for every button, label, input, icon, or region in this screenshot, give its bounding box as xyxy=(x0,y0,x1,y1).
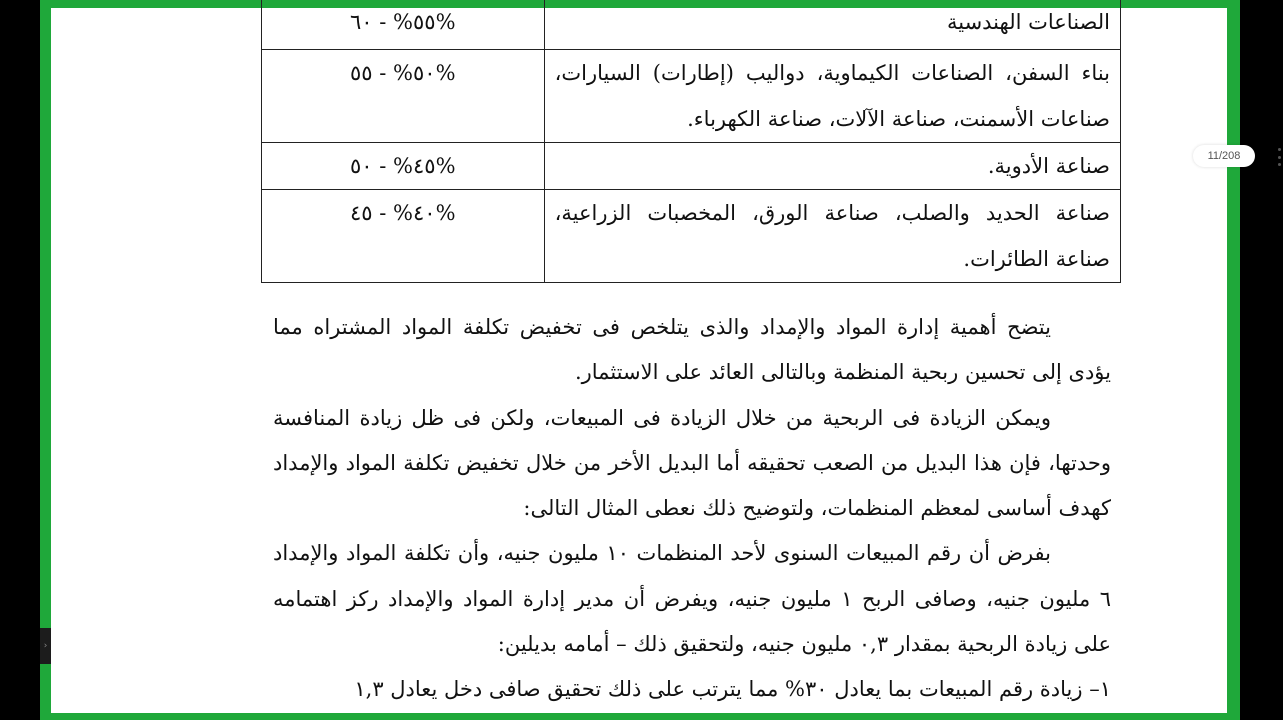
range-cell: ٥٠% - ٥٥% xyxy=(262,50,545,143)
industry-cell: الصناعات الهندسية xyxy=(544,0,1120,50)
document-page xyxy=(51,8,1241,713)
industry-cell: بناء السفن، الصناعات الكيماوية، دواليب (إطارات) السيارات، صناعات الأسمنت، صناعة الآلات، صناعة الكهرباء. xyxy=(544,50,1120,143)
industry-cell: صناعة الحديد والصلب، صناعة الورق، المخصبات الزراعية، صناعة الطائرات. xyxy=(544,190,1120,283)
industry-cell: صناعة الأدوية. xyxy=(544,143,1120,190)
range-cell: ٤٥% - ٥٠% xyxy=(262,143,545,190)
industry-rates-table xyxy=(261,0,1121,283)
more-options-icon[interactable] xyxy=(1275,148,1283,166)
table-row xyxy=(262,0,1121,50)
side-panel-toggle-icon[interactable]: › xyxy=(40,628,51,664)
paragraph-alternative-1: ١– زيادة رقم المبيعات بما يعادل ٣٠% مما يترتب على ذلك تحقيق صافى دخل يعادل ١,٣ xyxy=(354,677,1111,702)
body-text xyxy=(273,305,1111,713)
table-row xyxy=(262,190,1121,283)
paragraph-profitability: ويمكن الزيادة فى الربحية من خلال الزيادة فى المبيعات، ولكن فى ظل زيادة المنافسة وحدتها، فإن هذا البديل من الصعب تحقيقه أما البديل الأخر من خلال تخفيض تكلفة المواد والإمداد كهدف أساسى لمعظم المنظمات، ولتوضيح ذلك نعطى المثال التالى: xyxy=(273,405,1111,521)
range-cell: ٤٠% - ٤٥% xyxy=(262,190,545,283)
table-row xyxy=(262,50,1121,143)
range-cell: ٥٥% - ٦٠% xyxy=(262,0,545,50)
paragraph-example: بفرض أن رقم المبيعات السنوى لأحد المنظمات ١٠ مليون جنيه، وأن تكلفة المواد والإمداد ٦ مليون جنيه، وصافى الربح ١ مليون جنيه، ويفرض أن مدير إدارة المواد والإمداد ركز اهتمامه على زيادة الربحية بمقدار ٠,٣ مليون جنيه، ولتحقيق ذلك – أمامه بديلين: xyxy=(273,541,1111,657)
paragraph-importance: يتضح أهمية إدارة المواد والإمداد والذى يتلخص فى تخفيض تكلفة المواد المشتراه مما يؤدى إلى تحسين ربحية المنظمة وبالتالى العائد على الاستثمار. xyxy=(273,315,1111,385)
table-row xyxy=(262,143,1121,190)
page-counter: 11/208 xyxy=(1193,145,1255,167)
